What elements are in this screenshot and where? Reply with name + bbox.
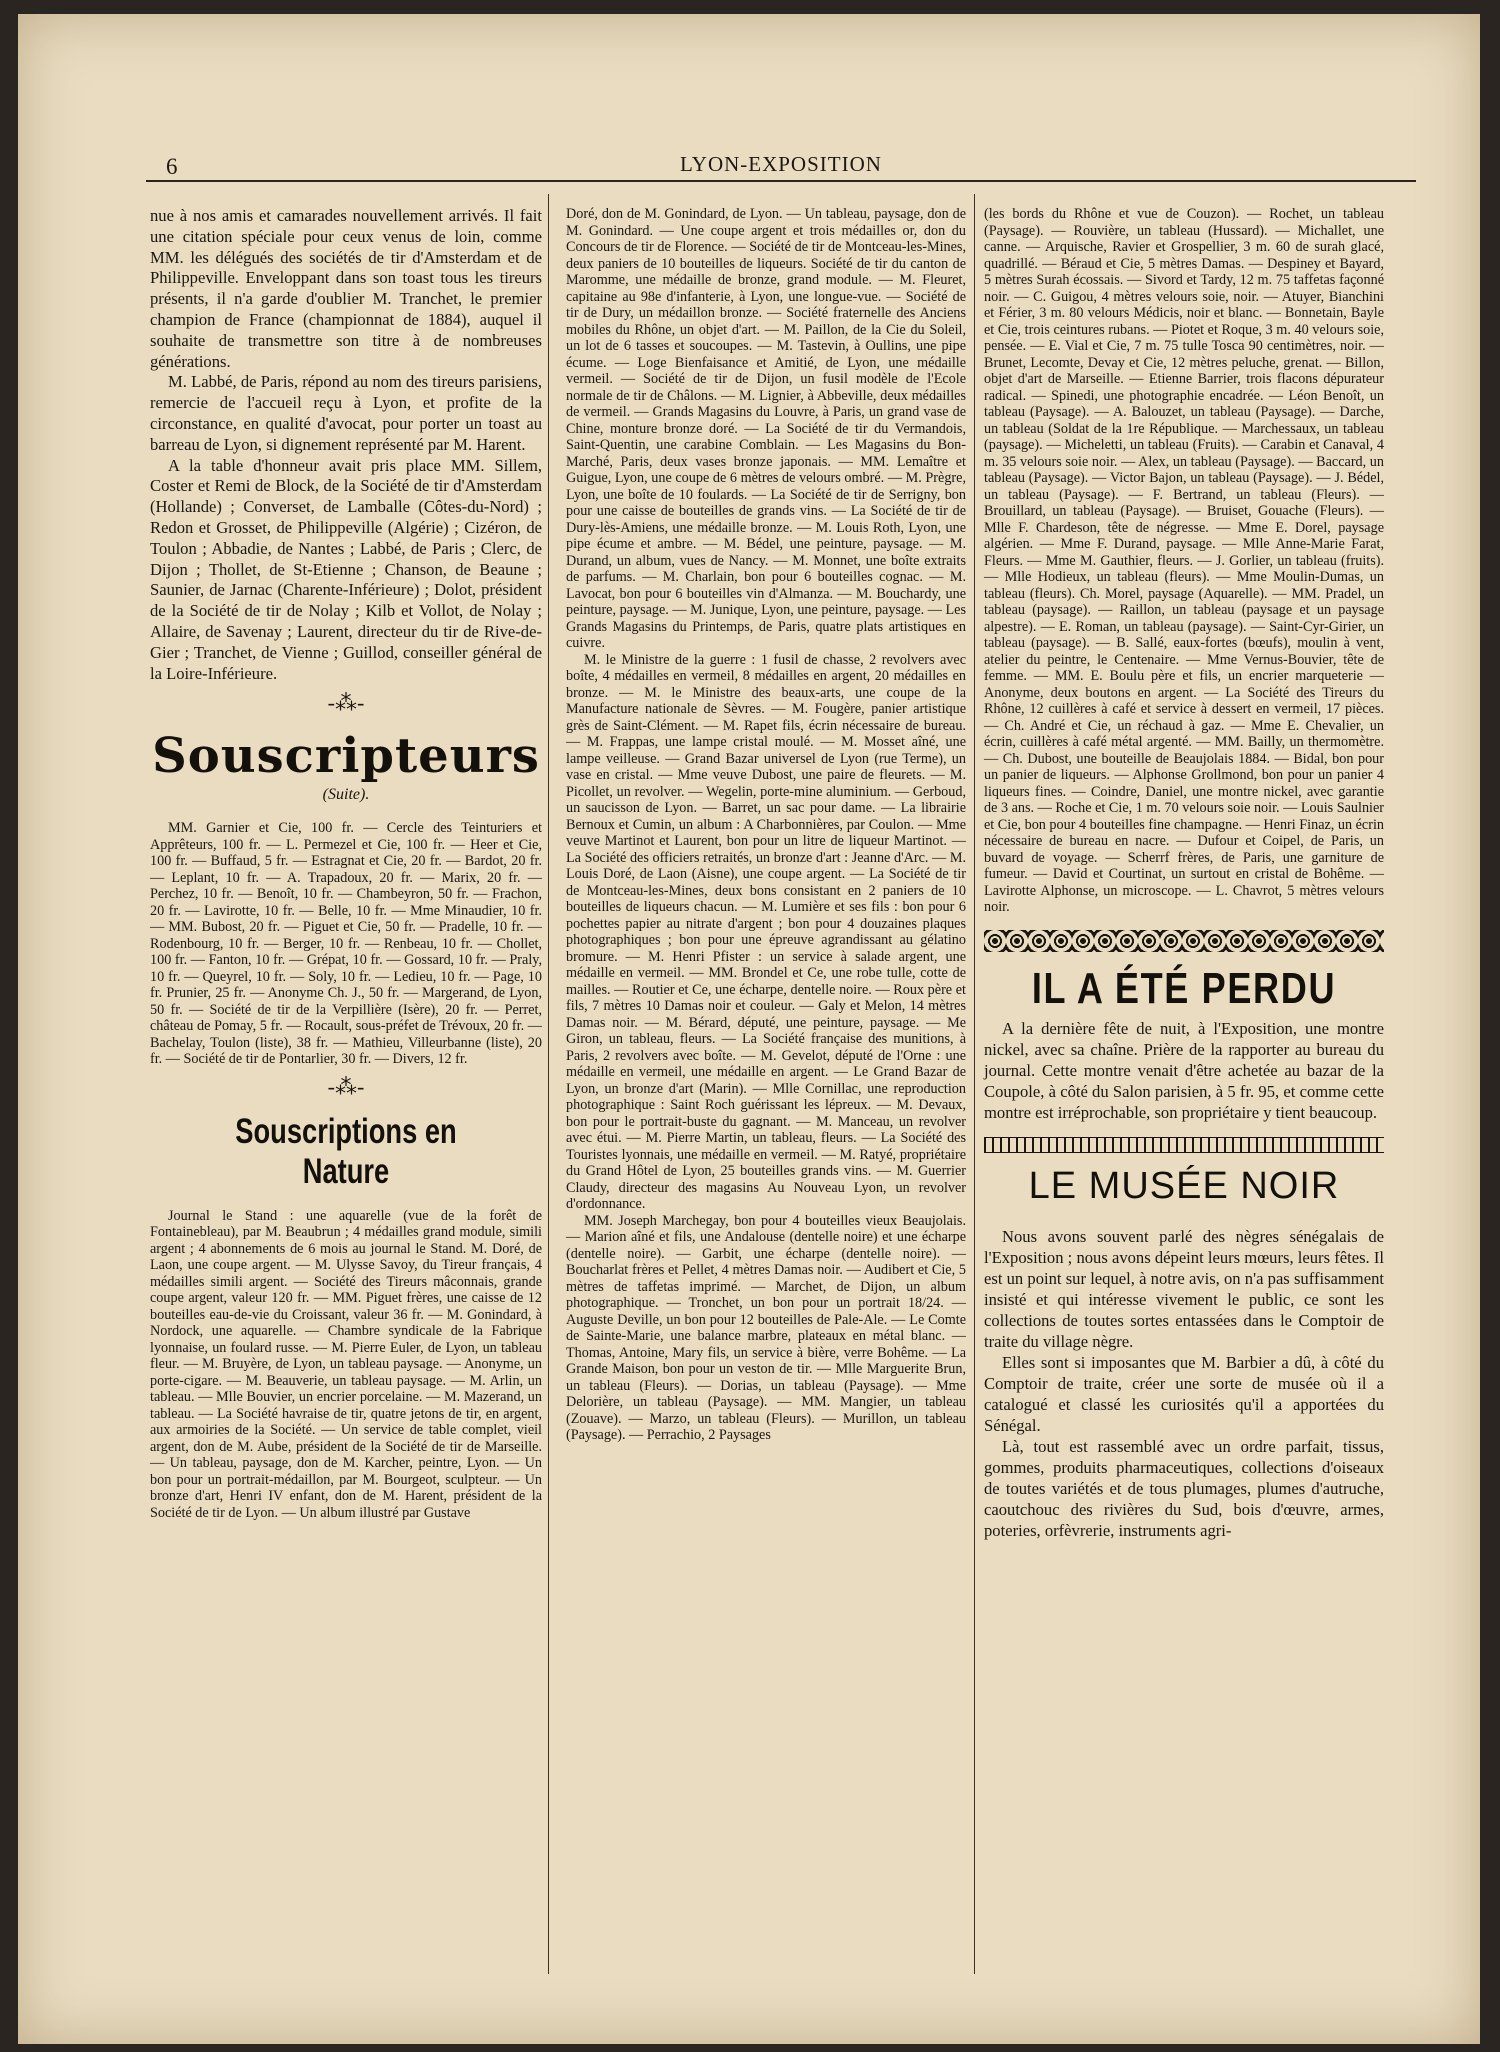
column-rule (974, 194, 975, 1974)
paragraph: MM. Joseph Marchegay, bon pour 4 bouteilles vieux Beaujolais. — Marion aîné et fils, une Andalouse (dentelle noire) et une écharpe (dentelle noire). — Garbit, une écharpe (dentelle noire). — Boucharlat frères et Pellet, 4 mètres Damas noir. — Audibert et Cie, 5 mètres de taffetas imprimé. — Marchet, de Dijon, un album photographique. — Tronchet, un bon pour un portrait 18/24. — Auguste Deville, un bon pour 12 bouteilles de Pale-Ale. — Le Comte de Sainte-Marie, une balance marbre, plateaux en métal blanc. — Thomas, Antoine, Mary fils, un service à bière, verre Bohême. — La Grande Maison, bon pour un veston de tir. — Mlle Marguerite Brun, un tableau (Fleurs). — Dorias, un tableau (Paysage). — Mme Delorière, un tableau (Paysage). — MM. Mangier, un tableau (Zouave). — Marzo, un tableau (Fleurs). — Murillon, un tableau (Paysage). — Perrachio, 2 Paysages (566, 1212, 966, 1443)
paragraph: Nous avons souvent parlé des nègres sénégalais de l'Exposition ; nous avons dépeint leurs mœurs, leurs fêtes. Il est un point sur lequel, à notre avis, on n'a pas suffisamment insisté et qui intéresse vivement le public, ce sont les collections de toutes sortes entassées dans le Comptoir de traite du village nègre. (984, 1226, 1384, 1351)
journal-title: LYON-EXPOSITION (680, 152, 882, 176)
paragraph: MM. Garnier et Cie, 100 fr. — Cercle des Teinturiers et Apprêteurs, 100 fr. — L. Permezel et Cie, 100 fr. — Heer et Cie, 100 fr. — Buffaud, 5 fr. — Estragnat et Cie, 20 fr. — Bardot, 20 fr. — Leplant, 10 fr. — A. Trapadoux, 20 fr. — Marix, 20 fr. — Perchez, 10 fr. — Benoît, 10 fr. — Chambeyron, 50 fr. — Frachon, 20 fr. — Lavirotte, 10 fr. — Belle, 10 fr. — Mme Minaudier, 10 fr. — MM. Bubost, 20 fr. — Piguet et Cie, 50 fr. — Pradelle, 10 fr. — Rodenbourg, 10 fr. — Berger, 10 fr. — Renbeau, 10 fr. — Chollet, 100 fr. — Fanton, 10 fr. — Grépat, 10 fr. — Gossard, 10 fr. — Praly, 10 fr. — Queyrel, 10 fr. — Soly, 10 fr. — Ledieu, 10 fr. — Page, 10 fr. Prunier, 25 fr. — Anonyme Ch. J., 50 fr. — Margerand, de Lyon, 50 fr. — Société de tir de la Verpillière (Isère), 20 fr. — Perret, château de Pomay, 5 fr. — Rocault, sous-préfet de Trévoux, 20 fr. — Bachelay, Toulon (liste), 38 fr. — Mathieu, Villeurbanne (liste), 20 fr. — Société de tir de Pontarlier, 30 fr. — Divers, 12 fr. (150, 820, 542, 1068)
musee-noir-heading: LE MUSÉE NOIR (1028, 1164, 1340, 1207)
donations-list (566, 206, 966, 1444)
perdu-heading: IL A ÉTÉ PERDU (1031, 963, 1337, 1013)
souscriptions-nature-heading: Souscriptions en Nature (235, 1111, 457, 1191)
donations-list-continued (984, 206, 1384, 916)
column-2 (566, 206, 966, 1444)
paragraph: Journal le Stand : une aquarelle (vue de la forêt de Fontainebleau), par M. Beaubrun ; 4 médailles grand module, simili argent ; 4 abonnements de 6 mois au journal le Stand. M. Doré, de Laon, une coupe argent. — M. Ulysse Savoy, du Tireur français, 4 médailles simili argent. — Société des Tireurs mâconnais, grande coupe argent, valeur 120 fr. — MM. Piguet frères, une caisse de 12 bouteilles eau-de-vie du Croissant, valeur 36 fr. — M. Gonindard, à Nordock, une aquarelle. — Chambre syndicale de la Fabrique lyonnaise, un foulard russe. — M. Pierre Euler, de Lyon, un tableau fleur. — M. Bruyère, de Lyon, un tableau paysage. — Anonyme, un porte-cigare. — M. Beauverie, un tableau paysage. — M. Arlin, un tableau. — Mlle Bouvier, un encrier porcelaine. — M. Mazerand, un tableau. — La Société havraise de tir, quatre jetons de tir, en argent, aux armoiries de la Société. — Un service de table complet, vieil argent, don de M. Aube, président de la Société de tir de Marseille. — Un tableau, paysage, don de M. Karcher, peintre, Lyon. — Un bon pour un portrait-médaillon, par M. Bourgeot, sculpteur. — Un bronze d'art, Henri IV enfant, don de M. Harent, président de la Société de tir de Lyon. — Un album illustré par Gustave (150, 1207, 542, 1521)
souscriptions-nature-text (150, 1208, 542, 1522)
paragraph: A la dernière fête de nuit, à l'Exposition, une montre nickel, avec sa chaîne. Prière de la rapporter au bureau du journal. Cette montre venait d'être achetée au bazar de la Coupole, à côté du Salon parisien, à 5 fr. 95, et comme cette montre est irréprochable, son propriétaire y tient beaucoup. (984, 1018, 1384, 1122)
paragraph: Là, tout est rassemblé avec un ordre parfait, tissus, gommes, produits pharmaceutiques, collections d'oiseaux de toutes variétés et de tous plumages, plumes d'autruche, caoutchouc des rivières du Sud, bois d'œuvre, armes, poteries, orfèvrerie, instruments agri- (984, 1436, 1384, 1540)
perdu-notice (984, 1018, 1384, 1123)
musee-noir-article (984, 1226, 1384, 1541)
paragraph: Elles sont si imposantes que M. Barbier a dû, à côté du Comptoir de traite, créer une sorte de musée où il a catalogué et classé les curiosités qu'il a apportées du Sénégal. (984, 1352, 1384, 1435)
paragraph: Doré, don de M. Gonindard, de Lyon. — Un tableau, paysage, don de M. Gonindard. — Une coupe argent et trois médailles or, don du Concours de tir de Florence. — Société de tir de Montceau-les-Mines, deux paniers de 10 bouteilles de liqueurs. Société de tir du canton de Maromme, une médaille de bronze, grand module. — M. Fleuret, capitaine au 98e d'infanterie, à Lyon, une longue-vue. — Société de tir de Dury, un médaillon bronze. — Société fraternelle des Anciens mobiles du Rhône, un objet d'art. — M. Paillon, de la Cie du Soleil, un lot de 6 tasses et soucoupes. — M. Tastevin, à Oullins, une pipe écume. — Loge Bienfaisance et Amitié, de Lyon, une médaille vermeil. — Société de tir de Dijon, un fusil modèle de l'Ecole normale de tir de Châlons. — M. Lignier, à Abbeville, deux médailles de vermeil. — Grands Magasins du Louvre, à Paris, un grand vase de Chine, monture bronze doré. — La Société de tir du Vermandois, Saint-Quentin, une carabine Comblain. — Les Magasins du Bon-Marché, Paris, deux vases bronze japonais. — MM. Lemaître et Guigue, Lyon, une coupe de 6 mètres de velours ombré. — M. Prègre, Lyon, une boîte de 10 foulards. — La Société de tir de Serrigny, bon pour une caisse de bouteilles de grands vins. — La Société de tir de Dury-lès-Amiens, une médaille bronze. — M. Louis Roth, Lyon, une pipe écume et ambre. — M. Bédel, une peinture, paysage. — M. Durand, un album, vues de Nancy. — M. Monnet, une boîte extraits de parfums. — M. Charlain, bon pour 6 bouteilles cognac. — M. Lavocat, bon pour 6 bouteilles vin d'Almanza. — M. Bouchardy, une peinture, paysage. — M. Junique, Lyon, une peinture, paysage. — Les Grands Magasins du Printemps, de Paris, quatre plats artistiques en cuivre. (566, 206, 966, 651)
intro-text (150, 206, 542, 684)
paragraph: A la table d'honneur avait pris place MM. Sillem, Coster et Remi de Block, de la Société de tir d'Amsterdam (Hollande) ; Converset, de Lamballe (Côtes-du-Nord) ; Redon et Grosset, de Philippeville (Algérie) ; Cizéron, de Toulon ; Abbadie, de Nantes ; Labbé, de Paris ; Clerc, de Dijon ; Thollet, de St-Etienne ; Chanson, de Beaune ; Saunier, de Jarnac (Charente-Inférieure) ; Dolot, président de la Société de tir de Nolay ; Kilb et Vollot, de Nolay ; Allaire, de Savenay ; Laurent, directeur du tir de Rive-de-Gier ; Tranchet, de Vienne ; Guillod, conseiller général de la Loire-Inférieure. (150, 455, 542, 683)
paragraph: (les bords du Rhône et vue de Couzon). — Rochet, un tableau (Paysage). — Rouvière, un tableau (Hussard). — Michallet, une canne. — Arquische, Ravier et Grospellier, 3 m. 60 de surah glacé, quadrillé. — Béraud et Cie, 5 mètres Damas. — Despiney et Bayard, 5 mètres Surah écossais. — Sivord et Tardy, 12 m. 75 taffetas façonné noir. — C. Guigou, 4 mètres velours soie, noir. — Atuyer, Bianchini et Férier, 3 m. 80 velours Médicis, noir et blanc. — Bonnetain, Bayle et Cie, trois ceintures rubans. — Piotet et Roque, 3 m. 40 velours soie, pensée. — E. Vial et Cie, 7 m. 75 tulle Tosca 90 centimètres, noir. — Brunet, Lecomte, Devay et Cie, 12 mètres peluche, grenat. — Billon, objet d'art de Marseille. — Etienne Barrier, trois flacons dépurateur radical. — Spinedi, une photographie encadrée. — Léon Benoît, un tableau (Paysage). — A. Balouzet, un tableau (Paysage). — Darche, un tableau (Soldat de la 1re République. — Marchessaux, un tableau (paysage). — Micheletti, un tableau (Fruits). — Carabin et Canaval, 4 m. 35 velours soie noir. — Alex, un tableau (Paysage). — Baccard, un tableau (Paysage). — Victor Bajon, un tableau (Paysage). — J. Bédel, un tableau (Paysage). — F. Bertrand, un tableau (Fleurs). — Brouillard, un tableau (Paysage). — Bruiset, Gouache (Fleurs). — Mlle F. Chardeson, tête de négresse. — Mme E. Dorel, paysage algérien. — Mme F. Durand, paysage. — Mlle Anne-Marie Farat, Fleurs. — Mme M. Gauthier, fleurs. — J. Gorlier, un tableau (fruits). — Mlle Hodieux, un tableau (fleurs). — Mme Moulin-Dumas, un tableau (fleurs). Ch. Morel, paysage (Aquarelle). — MM. Pradel, un tableau (paysage). — Raillon, un tableau (paysage et un paysage alpestre). — E. Roman, un tableau (paysage). — Saint-Cyr-Girier, un tableau (paysage). — B. Sallé, eaux-fortes (bœufs), moulin à vent, atelier du peintre, le Centenaire. — Mme Vernus-Bouvier, tête de femme. — MM. E. Boulu père et fils, un encrier marqueterie — Anonyme, deux boutons en argent. — La Société des Tireurs du Rhône, 12 cuillères à café et service à dessert en vermeil, 17 pièces. — Ch. André et Cie, un réchaud à gaz. — Mme E. Chevalier, un écrin, cuillères à café métal argenté. — MM. Bailly, un thermomètre. — Ch. Dubost, une bouteille de Beaujolais 1884. — Bidal, bon pour un panier de liqueurs. — Alphonse Grollmond, bon pour un panier 4 liqueurs fines. — Coindre, Daniel, une montre nickel, avec garantie de 3 ans. — Roche et Cie, 1 m. 70 velours soie noir. — Louis Saulnier et Cie, bon pour 4 bouteilles fine champagne. — Henri Finaz, un écrin nécessaire de bureau en nacre. — Dufour et Coipel, de Paris, un buvard de voyage. — Scherrf frères, de Paris, une garniture de fumeur. — David et Courtinat, un surtout en cristal de Bohême. — Lavirotte Alphonse, un microscope. — L. Chavrot, 5 mètres velours noir. (984, 206, 1384, 915)
page-header (146, 140, 1416, 182)
ornamental-band (984, 930, 1384, 952)
ornament-divider: -⁂- (327, 690, 365, 716)
column-rule (548, 194, 549, 1974)
paragraph: nue à nos amis et camarades nouvellement arrivés. Il fait une citation spéciale pour ceux venus de loin, comme MM. les délégués des sociétés de tir d'Amsterdam et de Philippeville. Enveloppant dans son toast tous les tireurs présents, il n'a garde d'oublier M. Tranchet, le premier champion de France (championnat de 1884), auquel il souhaite de transmettre son titre à de nombreuses générations. (150, 206, 542, 371)
ornamental-band (984, 1137, 1384, 1153)
ornament-divider: -⁂- (327, 1073, 365, 1099)
souscripteurs-list (150, 820, 542, 1068)
page-number: 6 (166, 154, 178, 179)
souscripteurs-subtitle: (Suite). (322, 786, 370, 804)
paragraph: M. Labbé, de Paris, répond au nom des tireurs parisiens, remercie de l'accueil reçu à Lyon, et profite de la circonstance, en qualité d'avocat, pour porter un toast au barreau de Lyon, si dignement représenté par M. Harent. (150, 372, 542, 454)
paragraph: M. le Ministre de la guerre : 1 fusil de chasse, 2 revolvers avec boîte, 4 médailles en vermeil, 8 médailles en argent, 20 médailles en bronze. — M. le Ministre des beaux-arts, une coupe de la Manufacture nationale de Sèvres. — M. Fougère, panier artistique grès de Saint-Clément. — M. Rapet fils, écrin nécessaire de bureau. — M. Frappas, une lampe cristal moulé. — M. Mosset aîné, une lampe veilleuse. — Grand Bazar universel de Lyon (rue Terme), un vase en cristal. — Mme veuve Dubost, une paire de fleurets. — M. Picollet, un revolver. — Wegelin, porte-mine aluminium. — Gerboud, un saucisson de Lyon. — Barret, un sac pour dame. — La librairie Bernoux et Cumin, un album : A Charbonnières, par Coulon. — Mme veuve Martinot et Laurent, bon pour un litre de liqueur Martinot. — La Société des officiers retraités, un bronze d'art : Jeanne d'Arc. — M. Louis Doré, de Laon (Aisne), une coupe argent. — La Société de tir de Montceau-les-Mines, deux bons consistant en 2 paniers de 10 bouteilles de liqueurs chacun. — M. Lumière et ses fils : bon pour 6 pochettes papier au nitrate d'argent ; bon pour 4 douzaines plaques photographiques ; bon pour une épreuve agrandissant au gélatino bromure. — M. Henri Pfister : un service à salade argent, une médaille en vermeil. — MM. Brondel et Ce, une robe tulle, cotte de mailles. — Routier et Ce, une écharpe, dentelle noire. — Roux père et fils, 7 mètres 10 Damas noir et couleur. — Galy et Melon, 14 mètres Damas noir. — M. Bérard, député, une peinture, paysage. — Me Giron, un tableau, fleurs. — La Société française des munitions, à Paris, 2 revolvers avec boîte. — M. Gevelot, député de l'Orne : une médaille en vermeil, une médaille en argent. — Le Grand Bazar de Lyon, un bronze d'art (Marin). — Mlle Cornillac, une reproduction photographique : Saint Roch guérissant les lépreux. — M. Devaux, bon pour le portrait-buste du gagnant. — M. Manceau, un revolver avec étui. — M. Pierre Martin, un tableau, fleurs. — La Société des Touristes lyonnais, une médaille en vermeil. — M. Ratyé, propriétaire du Grand Hôtel de Lyon, 25 bouteilles grands vins. — M. Guerrier Claudy, directeur des magasins Au Nouveau Lyon, un revolver d'ordonnance. (566, 651, 966, 1212)
souscripteurs-heading: Souscripteurs (152, 728, 540, 785)
column-3 (984, 206, 1384, 1541)
column-1 (150, 206, 542, 1521)
newspaper-page (18, 14, 1480, 2044)
